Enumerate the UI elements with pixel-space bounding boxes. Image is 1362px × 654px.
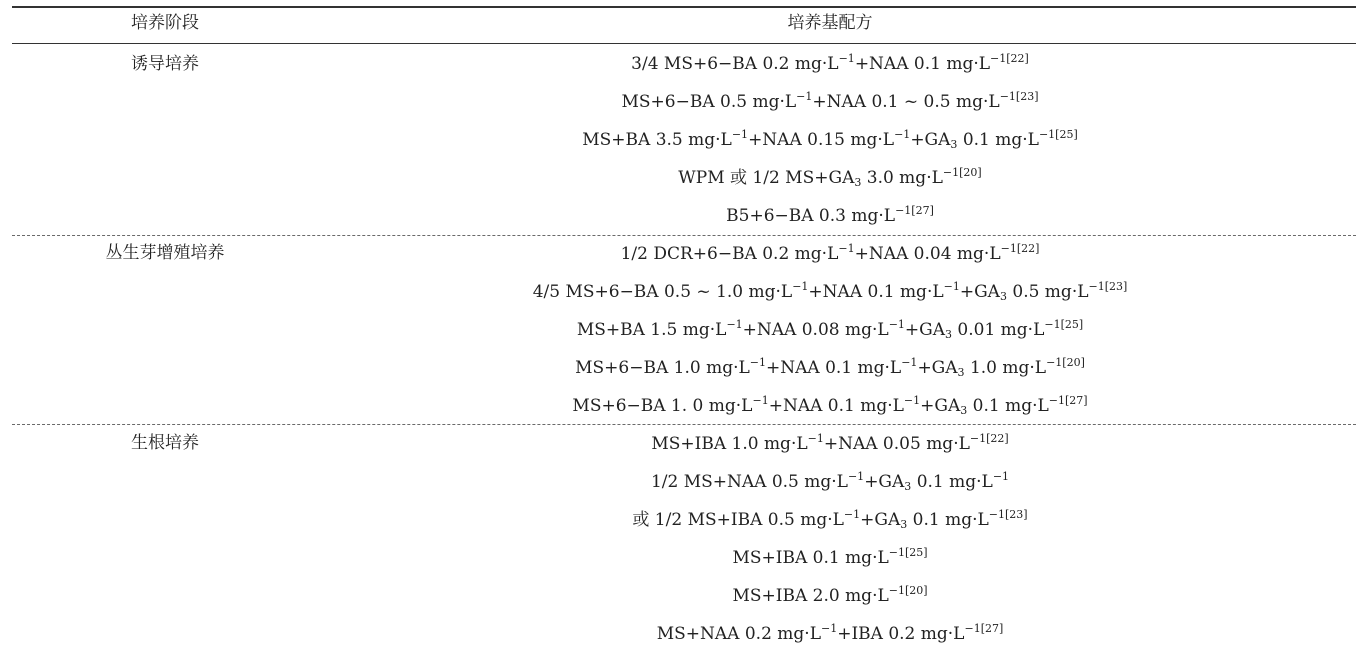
formula-text: +NAA 0.1 mg·L	[808, 282, 944, 302]
superscript-text: −1[22]	[1000, 242, 1040, 255]
superscript-text: −1	[749, 356, 766, 369]
superscript-text: −1[27]	[964, 622, 1004, 635]
superscript-text: −1[20]	[888, 584, 928, 597]
superscript-text: −1[23]	[988, 508, 1028, 521]
subscript-text: 3	[904, 480, 912, 493]
superscript-text: −1	[731, 128, 749, 141]
formula-text: MS+6−BA 1. 0 mg·L	[572, 396, 753, 416]
formula-text: +NAA 0.1 ~ 0.5 mg·L	[812, 92, 1000, 112]
formula-induction-5	[330, 204, 1330, 228]
superscript-text: −1	[901, 356, 918, 369]
subscript-text: 3	[999, 290, 1007, 303]
superscript-text: −1	[838, 242, 855, 255]
formula-induction-4	[330, 166, 1330, 190]
superscript-text: −1	[943, 280, 960, 293]
formula-rooting-5	[330, 584, 1330, 608]
formula-text: 1/2 MS+NAA 0.5 mg·L	[650, 472, 848, 492]
header-formula: 培养基配方	[787, 13, 873, 33]
superscript-text: −1[20]	[1046, 356, 1085, 369]
stage-induction: 诱导培养	[131, 54, 199, 74]
formula-text: +NAA 0.05 mg·L	[823, 434, 970, 454]
superscript-text: −1[25]	[1044, 318, 1084, 331]
formula-text: 4/5 MS+6−BA 0.5 ~ 1.0 mg·L	[532, 282, 793, 302]
formula-induction-2	[330, 90, 1330, 114]
stage-rooting: 生根培养	[131, 433, 199, 453]
superscript-text: −1[27]	[1048, 394, 1088, 407]
formula-text: 3/4 MS+6−BA 0.2 mg·L	[631, 54, 839, 74]
superscript-text: −1[22]	[969, 432, 1009, 445]
subscript-text: 3	[900, 518, 908, 531]
formula-text: 0.1 mg·L	[907, 510, 989, 530]
superscript-text: −1	[847, 470, 865, 483]
formula-text: +GA	[864, 472, 905, 492]
table-header-rule	[12, 43, 1356, 44]
formula-text: WPM 或 1/2 MS+GA	[678, 168, 855, 188]
group-divider-2	[12, 424, 1356, 425]
superscript-text: −1[27]	[895, 204, 934, 217]
formula-text: +NAA 0.1 mg·L	[766, 358, 902, 378]
superscript-text: −1[23]	[999, 90, 1039, 103]
formula-proliferation-2	[330, 280, 1330, 304]
superscript-text: −1	[820, 622, 838, 635]
formula-text: MS+6−BA 0.5 mg·L	[621, 92, 797, 112]
formula-rooting-6	[330, 622, 1330, 646]
formula-text: B5+6−BA 0.3 mg·L	[726, 206, 896, 226]
table-top-rule	[12, 6, 1356, 8]
formula-text: MS+NAA 0.2 mg·L	[656, 624, 821, 644]
formula-text: 0.1 mg·L	[967, 396, 1049, 416]
formula-text: +GA	[959, 282, 1000, 302]
superscript-text: −1	[726, 318, 743, 331]
formula-text: 0.5 mg·L	[1006, 282, 1089, 302]
superscript-text: −1[22]	[990, 52, 1029, 65]
formula-rooting-4	[330, 546, 1330, 570]
formula-text: 1/2 DCR+6−BA 0.2 mg·L	[620, 244, 839, 264]
formula-proliferation-5	[330, 394, 1330, 418]
superscript-text: −1	[796, 90, 813, 103]
superscript-text: −1	[888, 318, 905, 331]
formula-text: +NAA 0.1 mg·L	[854, 54, 991, 74]
formula-text: +GA	[904, 320, 946, 340]
formula-text: +GA	[920, 396, 961, 416]
subscript-text: 3	[945, 328, 953, 341]
formula-text: 0.1 mg·L	[957, 130, 1039, 150]
formula-rooting-1	[330, 432, 1330, 456]
formula-text: +NAA 0.04 mg·L	[854, 244, 1001, 264]
formula-text: MS+BA 1.5 mg·L	[576, 320, 727, 340]
superscript-text: −1	[903, 394, 921, 407]
subscript-text: 3	[960, 404, 968, 417]
formula-text: +GA	[910, 130, 951, 150]
superscript-text: −1	[843, 508, 861, 521]
formula-text: +GA	[917, 358, 958, 378]
group-divider-1	[12, 235, 1356, 236]
formula-induction-3	[330, 128, 1330, 152]
formula-text: +NAA 0.15 mg·L	[748, 130, 895, 150]
formula-text: MS+BA 3.5 mg·L	[582, 130, 732, 150]
formula-text: +IBA 0.2 mg·L	[837, 624, 965, 644]
superscript-text: −1	[752, 394, 769, 407]
superscript-text: −1	[838, 52, 855, 65]
formula-rooting-3	[330, 508, 1330, 532]
formula-text: MS+IBA 0.1 mg·L	[732, 548, 889, 568]
stage-proliferation: 丛生芽增殖培养	[105, 243, 225, 263]
formula-text: 3.0 mg·L	[861, 168, 943, 188]
subscript-text: 3	[957, 366, 965, 379]
formula-text: MS+6−BA 1.0 mg·L	[575, 358, 750, 378]
formula-induction-1	[330, 52, 1330, 76]
formula-proliferation-3	[330, 318, 1330, 342]
formula-rooting-2	[330, 470, 1330, 494]
formula-proliferation-1	[330, 242, 1330, 266]
formula-text: +GA	[860, 510, 901, 530]
subscript-text: 3	[854, 176, 862, 189]
formula-text: 0.01 mg·L	[952, 320, 1045, 340]
formula-text: MS+IBA 1.0 mg·L	[651, 434, 808, 454]
superscript-text: −1	[992, 470, 1010, 483]
superscript-text: −1	[792, 280, 809, 293]
formula-text: 1.0 mg·L	[964, 358, 1047, 378]
superscript-text: −1	[807, 432, 824, 445]
formula-text: 0.1 mg·L	[911, 472, 993, 492]
superscript-text: −1[20]	[942, 166, 982, 179]
formula-text: +NAA 0.1 mg·L	[768, 396, 904, 416]
superscript-text: −1[25]	[888, 546, 928, 559]
header-stage: 培养阶段	[131, 13, 199, 33]
superscript-text: −1	[894, 128, 911, 141]
formula-text: 或 1/2 MS+IBA 0.5 mg·L	[632, 510, 844, 530]
superscript-text: −1[25]	[1038, 128, 1078, 141]
formula-proliferation-4	[330, 356, 1330, 380]
formula-text: +NAA 0.08 mg·L	[742, 320, 889, 340]
formula-text: MS+IBA 2.0 mg·L	[732, 586, 889, 606]
superscript-text: −1[23]	[1088, 280, 1128, 293]
subscript-text: 3	[950, 138, 958, 151]
